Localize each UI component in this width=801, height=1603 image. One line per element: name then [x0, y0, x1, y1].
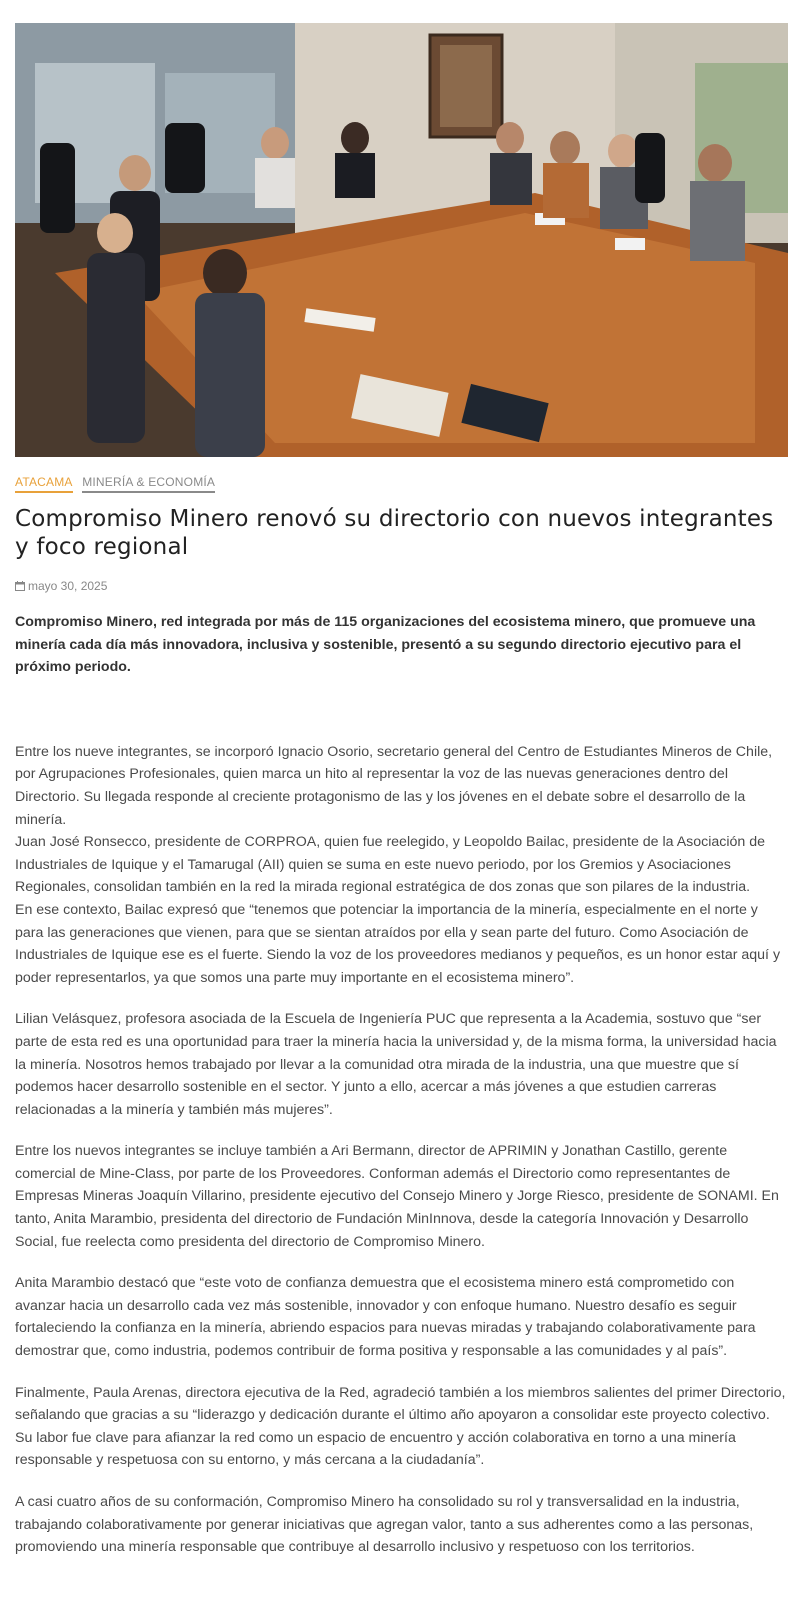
article-body: [15, 741, 788, 1559]
article-lead: Compromiso Minero, red integrada por más de 115 organizaciones del ecosistema minero, que promueve una minería cada día más innovadora, inclusiva y sostenible, presentó a su segundo directorio ejecutivo para el próximo periodo.: [15, 614, 756, 676]
paragraph: Anita Marambio destacó que “este voto de confianza demuestra que el ecosistema minero está comprometido con avanzar hacia un desarrollo cada vez más sostenible, innovador y con enfoque humano. Nuestro desafío es seguir fortaleciendo la confianza en la minería, abriendo espacios para nuevas miradas y trabajando colaborativamente para demostrar que, como industria, podemos contribuir de forma positiva y responsable a las comunidades y al país”.: [15, 1275, 756, 1360]
paragraph: Entre los nuevos integrantes se incluye también a Ari Bermann, director de APRIMIN y Jonathan Castillo, gerente comercial de Mine-Class, por parte de los Proveedores. Conforman además el Directorio como representantes de Empresas Mineras Joaquín Villarino, presidente ejecutivo del Consejo Minero y Jorge Riesco, presidente de SONAMI. En tanto, Anita Marambio, presidenta del directorio de Fundación MinInnova, desde la categoría Innovación y Desarrollo Social, fue reelecta como presidenta del directorio de Compromiso Minero.: [15, 1143, 779, 1250]
paragraph: Juan José Ronsecco, presidente de CORPROA, quien fue reelegido, y Leopoldo Bailac, presidente de la Asociación de Industriales de Iquique y el Tamarugal (AII) quien se suma en este nuevo periodo, por los Gremios y Asociaciones Regionales, consolidan también en la red la mirada regional estratégica de dos zonas que son pilares de la industria.: [15, 834, 766, 896]
paragraph: Finalmente, Paula Arenas, directora ejecutiva de la Red, agradeció también a los miembros salientes del primer Directorio, señalando que gracias a su “liderazgo y dedicación durante el último año apoyaron a consolidar este proyecto colectivo. Su labor fue clave para afianzar la red como un espacio de encuentro y acción colaborativa en torno a una minería responsable y respetuosa con su entorno, y más cercana a la ciudadanía”.: [15, 1384, 786, 1469]
paragraph: Entre los nueve integrantes, se incorporó Ignacio Osorio, secretario general del Centro de Estudiantes Mineros de Chile, por Agrupaciones Profesionales, quien marca un hito al representar la voz de las nuevas generaciones dentro del Directorio. Su llegada responde al creciente protagonismo de las y los jóvenes en el debate sobre el desarrollo de la minería.: [15, 743, 773, 828]
article-date: [15, 579, 788, 593]
paragraph: A casi cuatro años de su conformación, Compromiso Minero ha consolidado su rol y transversalidad en la industria, trabajando colaborativamente por generar iniciativas que agregan valor, tanto a sus adherentes como a las personas, promoviendo una minería responsable que contribuye al desarrollo inclusivo y respetuoso con los territorios.: [15, 1494, 754, 1556]
category-link-atacama[interactable]: ATACAMA: [15, 475, 73, 493]
featured-image: [15, 23, 788, 457]
meeting-photo: [15, 23, 788, 457]
date-text: mayo 30, 2025: [28, 579, 108, 593]
category-link-mineria-economia[interactable]: MINERÍA & ECONOMÍA: [82, 475, 215, 493]
calendar-icon: [15, 581, 25, 591]
article: [15, 23, 788, 1559]
category-list: [15, 475, 788, 495]
paragraph: Lilian Velásquez, profesora asociada de la Escuela de Ingeniería PUC que representa a la Academia, sostuvo que “ser parte de esta red es una oportunidad para traer la minería hacia la universidad y, de la misma forma, la universidad hacia la minería. Nosotros hemos trabajado por llevar a la comunidad otra mirada de la industria, una que muestre que sí podemos hacer desarrollo sostenible en el sector. Y junto a ello, acercar a más jóvenes a que estudien carreras relacionadas a la minería y también más mujeres”.: [15, 1011, 777, 1118]
article-title: Compromiso Minero renovó su directorio con nuevos integrantes y foco regional: [15, 506, 774, 560]
paragraph: En ese contexto, Bailac expresó que “tenemos que potenciar la importancia de la minería, especialmente en el norte y para las generaciones que vienen, para que se sientan atraídos por ella y sean parte del futuro. Como Asociación de Industriales de Iquique ese es el fuerte. Siendo la voz de los proveedores medianos y pequeños, es un honor estar aquí y poder representarlos, ya que somos una parte muy importante en el ecosistema minero”.: [15, 901, 781, 986]
